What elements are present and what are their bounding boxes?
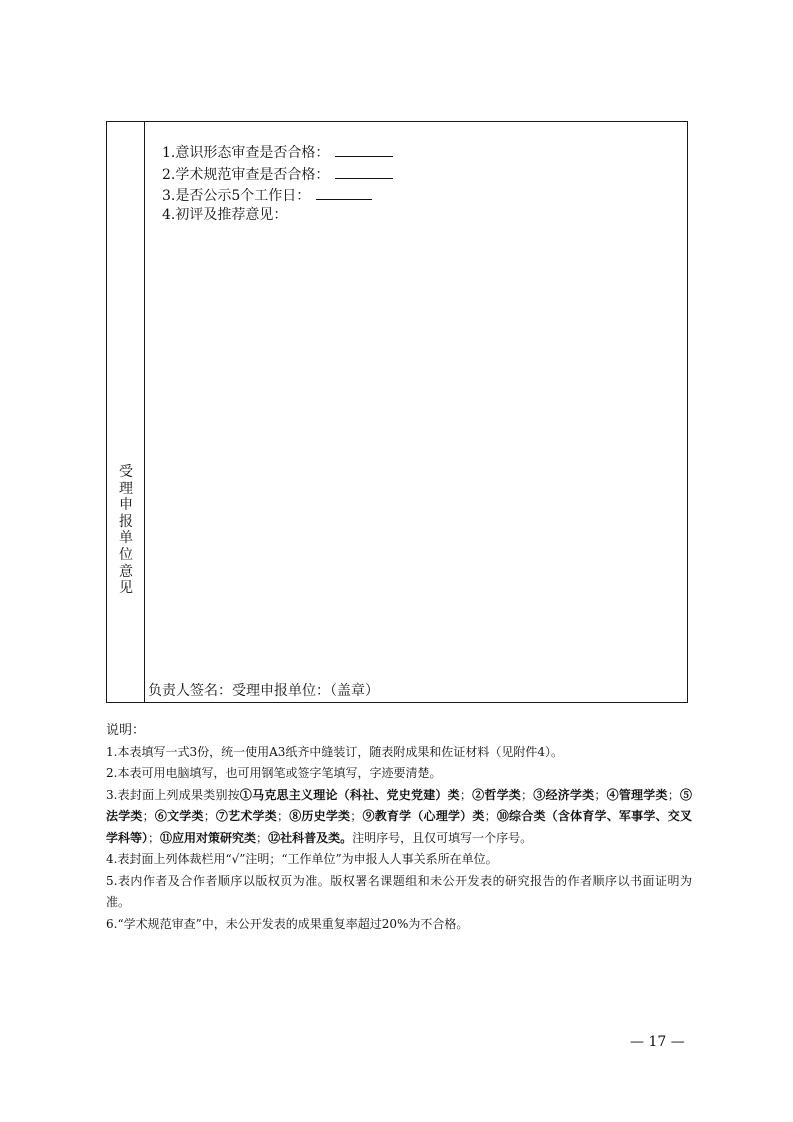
separator: ； [142,809,155,823]
section-label: 受理申报单位意见 [119,464,133,597]
academic-norm-review-blank[interactable] [335,163,393,179]
note-6: 6.“学术规范审查”中，未公开发表的成果重复率超过20%为不合格。 [106,916,469,931]
separator: ； [667,787,680,802]
separator: ； [148,830,161,845]
public-notice-blank[interactable] [316,184,372,200]
separator: ； [203,809,216,823]
opinion-form-table [106,121,688,703]
academic-norm-review-label: 2.学术规范审查是否合格： [162,167,330,183]
category-12: ⑫社科普及类。 [268,830,353,845]
ideology-review-label: 1.意识形态审查是否合格： [162,145,330,161]
separator: ； [256,830,269,845]
notes-section [106,720,692,935]
section-label-cell [107,122,145,702]
ideology-review-line [162,141,393,163]
note-3-tail: 注明序号，且仅可填写一个序号。 [352,830,533,845]
public-notice-line [162,184,372,206]
category-6: ⑥文学类 [154,809,204,823]
category-5: ⑤法学类 [106,787,692,823]
separator: ； [276,809,289,823]
note-3-intro: 3.表封面上列成果类别按 [106,787,240,802]
opinion-content-cell [145,122,687,702]
category-7: ⑦艺术学类 [215,809,277,823]
separator: ； [521,787,534,802]
separator: ； [350,809,363,823]
category-10: ⑩综合类（含体育学、军事学、交叉学科等） [106,809,692,845]
page-number: — 17 — [630,1034,685,1050]
category-2: ②哲学类 [471,787,522,802]
category-11: ⑪应用对策研究类 [160,830,257,845]
signature-line: 负责人签名：受理申报单位：（盖章） [148,683,379,699]
category-4: ④管理学类 [606,787,668,802]
recommendation-label: 4.初评及推荐意见： [162,207,288,223]
note-3 [106,785,692,850]
academic-norm-review-line [162,163,393,185]
ideology-review-blank[interactable] [335,141,393,157]
separator: ； [484,809,497,823]
note-4: 4.表封面上列体裁栏用“√”注明；“工作单位”为申报人人事关系所在单位。 [106,852,498,866]
public-notice-label: 3.是否公示5个工作日： [162,188,311,204]
category-8: ⑧历史学类 [289,809,351,823]
separator: ； [594,787,607,802]
note-2: 2.本表可用电脑填写，也可用钢笔或签字笔填写，字迹要清楚。 [106,766,442,780]
category-9: ⑨教育学（心理学）类 [362,809,485,823]
separator: ； [459,787,472,802]
category-3: ③经济学类 [533,787,595,802]
category-1: ①马克思主义理论（科社、党史党建）类 [239,787,460,802]
notes-title: 说明： [106,723,146,738]
note-1: 1.本表填写一式3份，统一使用A3纸齐中缝装订，随表附成果和佐证材料（见附件4）。 [106,744,564,759]
note-5: 5.表内作者及合作者顺序以版权页为准。版权署名课题组和未公开发表的研究报告的作者顺序以书面证明为准。 [106,873,692,909]
